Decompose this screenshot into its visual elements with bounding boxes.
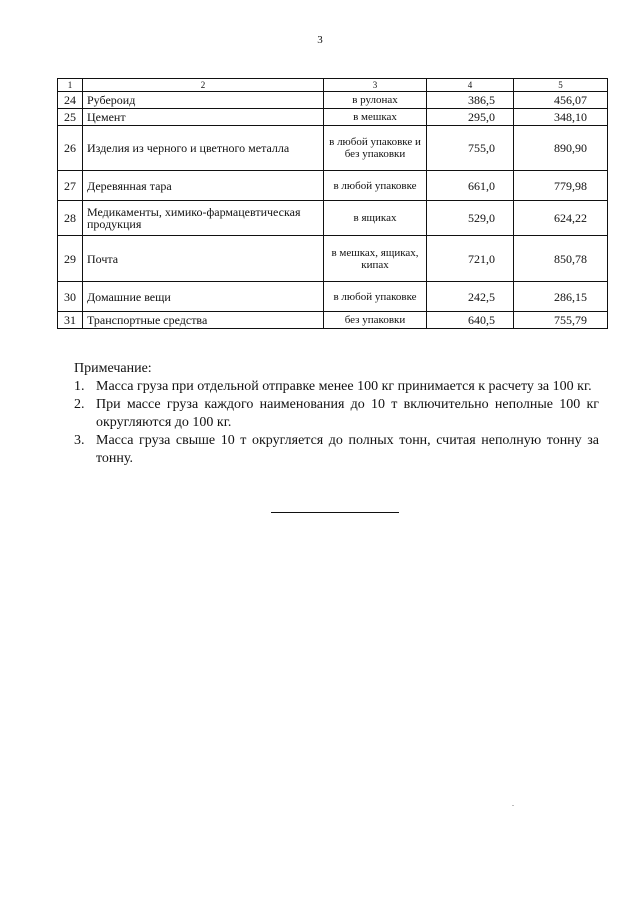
table-row	[58, 171, 608, 201]
value-col-5: 348,10	[514, 109, 608, 126]
packaging: в любой упаковке и без упаковки	[324, 126, 427, 171]
value-col-4: 755,0	[427, 126, 514, 171]
row-number: 28	[58, 201, 83, 236]
value-col-4: 721,0	[427, 236, 514, 282]
table-row	[58, 236, 608, 282]
note-item	[74, 396, 599, 432]
table-row	[58, 126, 608, 171]
row-number: 26	[58, 126, 83, 171]
packaging: в мешках, ящиках, кипах	[324, 236, 427, 282]
note-item	[74, 432, 599, 468]
notes-heading: Примечание:	[74, 361, 152, 376]
packaging: в любой упаковке	[324, 282, 427, 312]
value-col-4: 242,5	[427, 282, 514, 312]
table-header-row	[58, 79, 608, 92]
row-number: 30	[58, 282, 83, 312]
note-number: 2.	[74, 397, 85, 412]
cargo-name: Цемент	[83, 109, 324, 126]
page-number: 3	[317, 34, 323, 46]
header-col-3: 3	[324, 79, 427, 92]
header-col-4: 4	[427, 79, 514, 92]
scan-speck	[512, 805, 514, 806]
note-text: Масса груза при отдельной отправке менее 100 кг принимается к расчету за 100 кг.	[96, 379, 592, 394]
note-item	[74, 378, 599, 396]
row-number: 24	[58, 92, 83, 109]
table-row	[58, 201, 608, 236]
row-number: 29	[58, 236, 83, 282]
row-number: 31	[58, 312, 83, 329]
table-row	[58, 109, 608, 126]
cargo-name: Медикаменты, химико-фармацевтическая продукция	[83, 201, 324, 236]
value-col-4: 661,0	[427, 171, 514, 201]
notes-list	[74, 378, 599, 468]
value-col-4: 640,5	[427, 312, 514, 329]
note-text: Масса груза свыше 10 т округляется до полных тонн, считая неполную тонну за тонну.	[96, 433, 599, 466]
value-col-5: 755,79	[514, 312, 608, 329]
row-number: 27	[58, 171, 83, 201]
packaging: в мешках	[324, 109, 427, 126]
value-col-5: 850,78	[514, 236, 608, 282]
note-text: При массе груза каждого наименования до 10 т включительно неполные 100 кг округляются до 100 кг.	[96, 397, 599, 430]
cargo-name: Транспортные средства	[83, 312, 324, 329]
cargo-name: Деревянная тара	[83, 171, 324, 201]
packaging: в рулонах	[324, 92, 427, 109]
note-number: 3.	[74, 433, 85, 448]
packaging: без упаковки	[324, 312, 427, 329]
value-col-4: 529,0	[427, 201, 514, 236]
end-divider	[271, 512, 399, 513]
row-number: 25	[58, 109, 83, 126]
value-col-4: 295,0	[427, 109, 514, 126]
tariff-table	[57, 78, 608, 329]
header-col-2: 2	[83, 79, 324, 92]
header-col-5: 5	[514, 79, 608, 92]
value-col-5: 286,15	[514, 282, 608, 312]
table-row	[58, 92, 608, 109]
notes-section	[74, 360, 599, 468]
value-col-5: 779,98	[514, 171, 608, 201]
cargo-name: Домашние вещи	[83, 282, 324, 312]
note-number: 1.	[74, 379, 85, 394]
cargo-name: Рубероид	[83, 92, 324, 109]
value-col-5: 890,90	[514, 126, 608, 171]
packaging: в ящиках	[324, 201, 427, 236]
table-row	[58, 282, 608, 312]
cargo-name: Почта	[83, 236, 324, 282]
value-col-4: 386,5	[427, 92, 514, 109]
header-col-1: 1	[58, 79, 83, 92]
cargo-name: Изделия из черного и цветного металла	[83, 126, 324, 171]
packaging: в любой упаковке	[324, 171, 427, 201]
value-col-5: 624,22	[514, 201, 608, 236]
value-col-5: 456,07	[514, 92, 608, 109]
table-row	[58, 312, 608, 329]
